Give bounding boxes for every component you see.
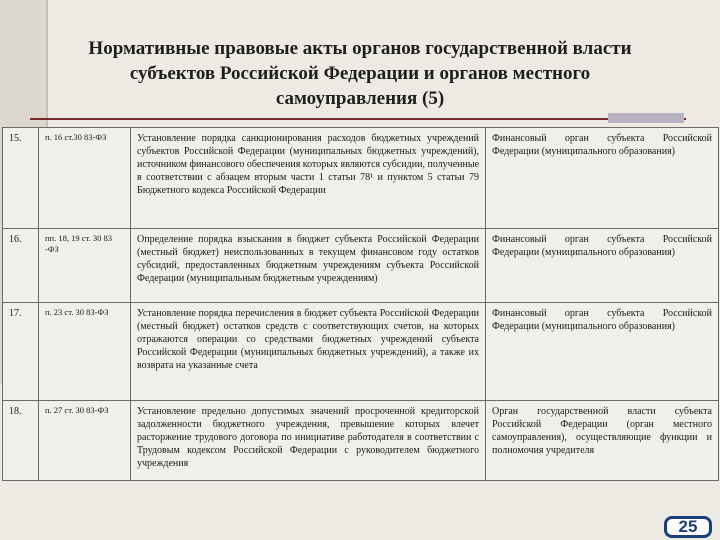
responsible-authority: Финансовый орган субъекта Российской Федерации (муниципального образования)	[486, 229, 719, 303]
table-row	[3, 229, 719, 303]
title-divider	[30, 118, 686, 120]
row-number: 16.	[3, 229, 39, 303]
law-article: п. 27 ст. 30 83-ФЗ	[39, 401, 131, 481]
act-description: Установление предельно допустимых значений просроченной кредиторской задолженности бюджетного учреждения, превышение которых влечет расторжение трудового договора по инициативе работодателя в соответствии с Трудовым кодексом Российской Федерации с руководителем бюджетного учреждения	[131, 401, 486, 481]
title-line-1: Нормативные правовые акты органов государственной власти	[88, 38, 632, 59]
table-row	[3, 303, 719, 401]
table-row	[3, 401, 719, 481]
acts-table	[2, 127, 719, 481]
slide-title	[40, 36, 680, 111]
law-article: п. 16 ст.30 83-ФЗ	[39, 128, 131, 229]
page-number-badge: 25	[664, 516, 712, 538]
responsible-authority: Орган государственной власти субъекта Российской Федерации (орган местного самоуправления), осуществляющие функции и полномочия учредителя	[486, 401, 719, 481]
title-line-3: самоуправления (5)	[275, 88, 445, 109]
law-article: п. 23 ст. 30 83-ФЗ	[39, 303, 131, 401]
law-article: пп. 18, 19 ст. 30 83 -ФЗ	[39, 229, 131, 303]
row-number: 17.	[3, 303, 39, 401]
act-description: Определение порядка взыскания в бюджет субъекта Российской Федерации (местный бюджет) неиспользованных в текущем финансовом году остатков субсидий, предоставленных бюджетным учреждениям субъекта Российской Федерации (муниципальным бюджетным учреждениям)	[131, 229, 486, 303]
responsible-authority: Финансовый орган субъекта Российской Федерации (муниципального образования)	[486, 128, 719, 229]
act-description: Установление порядка перечисления в бюджет субъекта Российской Федерации (местный бюджет) остатков средств с соответствующих счетов, на которых отражаются операции со средствами бюджетных учреждений субъекта Российской Федерации (муниципальных бюджетных учреждений), а также их возврата на указанные счета	[131, 303, 486, 401]
table-row	[3, 128, 719, 229]
responsible-authority: Финансовый орган субъекта Российской Федерации (муниципального образования)	[486, 303, 719, 401]
title-line-2: субъектов Российской Федерации и органов местного	[129, 63, 591, 84]
row-number: 15.	[3, 128, 39, 229]
act-description: Установление порядка санкционирования расходов бюджетных учреждений субъектов Российской Федерации (муниципальных бюджетных учреждений), источником финансового обеспечения которых являются субсидии, полученные в соответствии с абзацем вторым части 1 статьи 78¹ и пунктом 5 статьи 79 Бюджетного кодекса Российской Федерации	[131, 128, 486, 229]
row-number: 18.	[3, 401, 39, 481]
title-divider-accent	[608, 113, 684, 123]
